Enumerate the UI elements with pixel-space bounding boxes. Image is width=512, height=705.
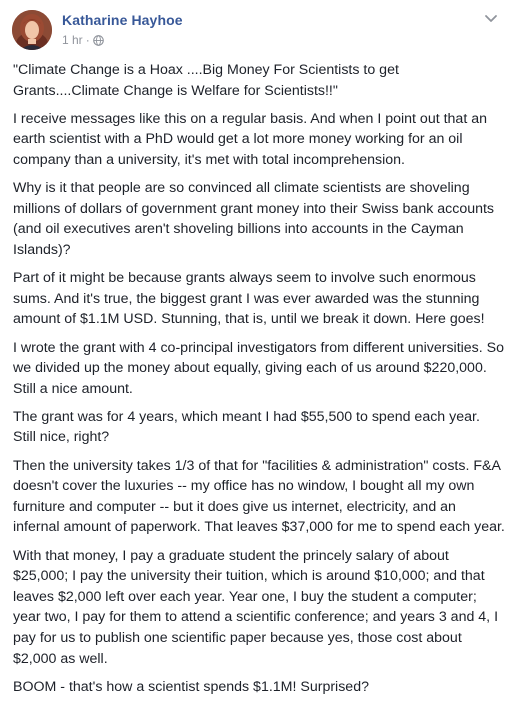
globe-icon[interactable] [93, 35, 104, 46]
post-paragraph: Why is it that people are so convinced all climate scientists are shoveling millions of dollars of government grant money into their Swiss bank accounts (and oil executives aren't shoveling billions into accounts in the Cayman Islands)? [13, 180, 495, 258]
profile-photo [12, 10, 52, 50]
post-paragraph: The grant was for 4 years, which meant I had $55,500 to spend each year. Still nice, right? [13, 408, 480, 446]
author-name[interactable]: Katharine Hayhoe [62, 12, 183, 28]
post-paragraph: BOOM - that's how a scientist spends $1.1M! Surprised? [13, 678, 369, 695]
avatar[interactable] [12, 10, 52, 50]
post-body [13, 60, 505, 705]
post-meta [62, 33, 104, 47]
post-paragraph: With that money, I pay a graduate student the princely salary of about $25,000; I pay the university their tuition, which is around $10,000; and that leaves $2,000 left over each year. Year one, I buy the student a computer; year two, I pay for them to attend a scientific conference; and years 3 and 4, I pay for us to publish one scientific paper because yes, those cost about $2,000 as well. [13, 547, 499, 667]
post-paragraph: Part of it might be because grants always seem to involve such enormous sums. And it's true, the biggest grant I was ever awarded was the stunning amount of $1.1M USD. Stunning, that is, until we break it down. Here goes! [13, 270, 485, 328]
post-paragraph: I receive messages like this on a regular basis. And when I point out that an earth scientist with a PhD would get a lot more money working for an oil company than a university, it's met with total incomprehension. [13, 110, 487, 168]
chevron-down-icon[interactable] [484, 14, 498, 24]
meta-separator: · [85, 33, 90, 47]
post-paragraph: I wrote the grant with 4 co-principal investigators from different universities. So we divided up the money about equally, giving each of us around $220,000. Still a nice amount. [13, 339, 505, 397]
post-timestamp[interactable]: 1 hr [62, 33, 83, 47]
post-paragraph: "Climate Change is a Hoax ....Big Money For Scientists to get Grants....Climate Change is Welfare for Scientists!!" [13, 62, 399, 99]
post-paragraph: Then the university takes 1/3 of that for "facilities & administration" costs. F&A doesn't cover the luxuries -- my office has no window, I bought all my own furniture and computer -- but it does give us internet, electricity, and an infernal amount of paperwork. That leaves $37,000 for me to spend each year. [13, 457, 505, 536]
